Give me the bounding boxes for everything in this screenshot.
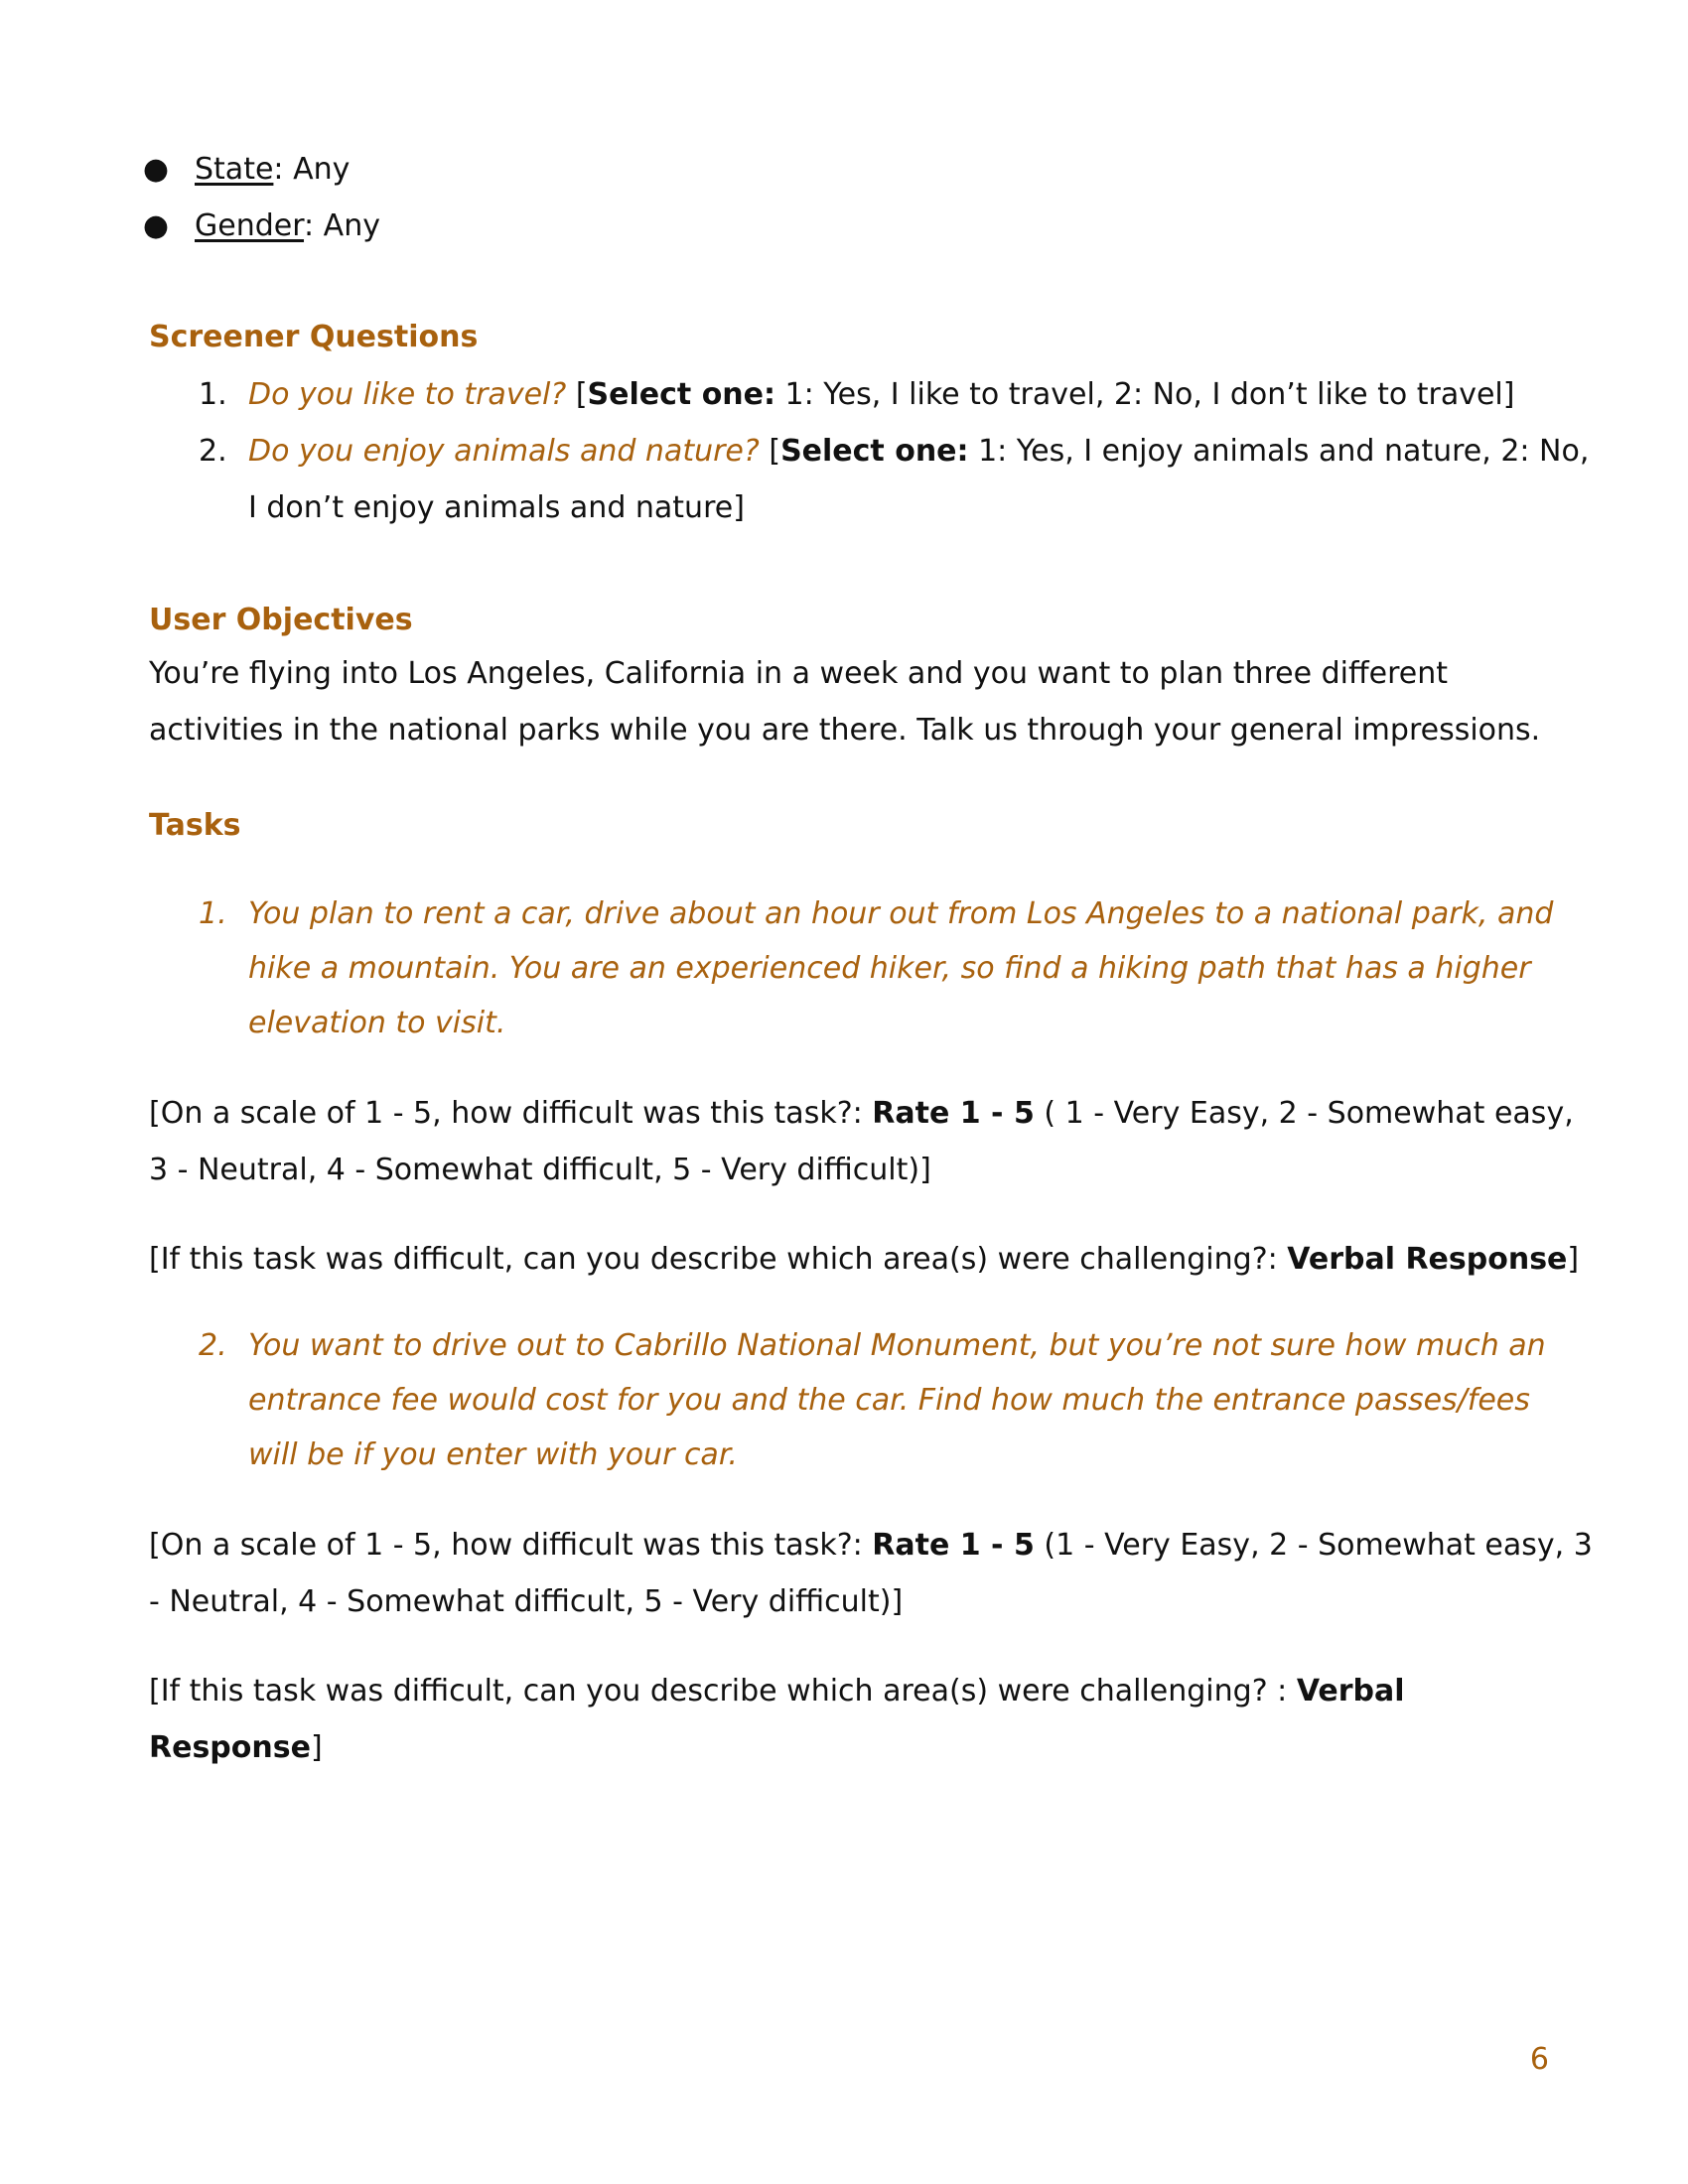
rating-scale-continued: 3 - Neutral, 4 - Somewhat difficult, 5 - Very difficult)] <box>149 1153 931 1187</box>
rating-scale-continued: - Neutral, 4 - Somewhat difficult, 5 - Very difficult)] <box>149 1584 904 1619</box>
response-label: Verbal <box>1296 1674 1405 1708</box>
task-1-followup: [If this task was difficult, can you describe which area(s) were challenging?: Verbal Response] <box>149 1242 1580 1277</box>
state-label: State <box>195 152 274 187</box>
gender-value: : Any <box>304 208 380 243</box>
list-marker: 1. <box>199 377 227 412</box>
task-1-line-1: You plan to rent a car, drive about an hour out from Los Angeles to a national park, and <box>248 896 1554 931</box>
gender-label: Gender <box>195 208 305 243</box>
task-2-rating: [On a scale of 1 - 5, how difficult was this task?: Rate 1 - 5 (1 - Very Easy, 2 - Somewhat easy, 3 - Neutral, 4 - Somewhat difficult, 5 - Very difficult)] <box>149 1517 1539 1630</box>
screener-question-1: 1. Do you like to travel? [Select one: 1: Yes, I like to travel, 2: No, I don’t like to travel] <box>248 366 1549 423</box>
objectives-section <box>149 601 1539 758</box>
response-label-continued: Response <box>149 1730 311 1765</box>
state-value: : Any <box>273 152 351 187</box>
task-1-rating: [On a scale of 1 - 5, how difficult was this task?: Rate 1 - 5 ( 1 - Very Easy, 2 - Somewhat easy, 3 - Neutral, 4 - Somewhat difficult, 5 - Very difficult)] <box>149 1085 1539 1198</box>
list-marker: 1. <box>199 896 227 931</box>
task-2 <box>199 1318 1549 1482</box>
criteria-state <box>142 141 351 198</box>
page-number: 6 <box>1529 2042 1549 2077</box>
bullet-icon: ● <box>142 152 170 187</box>
rating-label: Rate 1 - 5 <box>872 1528 1035 1563</box>
question-text: Do you enjoy animals and nature? <box>248 434 760 469</box>
task-1-line-2: hike a mountain. You are an experienced hiker, so find a hiking path that has a higher <box>248 951 1531 986</box>
bullet-icon: ● <box>142 208 170 243</box>
tasks-heading: Tasks <box>149 808 241 843</box>
objectives-text-line-2: activities in the national parks while you are there. Talk us through your general impressions. <box>149 713 1541 748</box>
instruction-label: Select one: <box>780 434 969 469</box>
question-text: Do you like to travel? <box>248 377 567 412</box>
tasks-heading-block <box>149 806 1539 846</box>
answer-options-continued: I don’t enjoy animals and nature] <box>248 490 745 525</box>
objectives-text-line-1: You’re flying into Los Angeles, California in a week and you want to plan three different <box>149 656 1449 691</box>
task-2-line-3: will be if you enter with your car. <box>248 1437 738 1472</box>
criteria-gender <box>142 198 380 254</box>
task-2-line-1: You want to drive out to Cabrillo National Monument, but you’re not sure how much an <box>248 1328 1546 1363</box>
answer-options: 1: Yes, I like to travel, 2: No, I don’t like to travel] <box>775 377 1515 412</box>
list-marker: 2. <box>199 434 227 469</box>
response-label: Verbal Response <box>1287 1242 1568 1277</box>
list-marker: 2. <box>199 1328 227 1363</box>
task-2-line-2: entrance fee would cost for you and the car. Find how much the entrance passes/fees <box>248 1383 1530 1418</box>
screener-question-2: 2. Do you enjoy animals and nature? [Select one: 1: Yes, I enjoy animals and nature, 2: No, I don’t enjoy animals and nature] <box>248 423 1549 536</box>
screener-heading: Screener Questions <box>149 320 479 354</box>
objectives-heading: User Objectives <box>149 603 413 637</box>
answer-options: 1: Yes, I enjoy animals and nature, 2: No, <box>968 434 1590 469</box>
instruction-label: Select one: <box>587 377 776 412</box>
task-1 <box>199 887 1554 1050</box>
rating-label: Rate 1 - 5 <box>872 1096 1035 1131</box>
screener-heading-block <box>149 318 1539 357</box>
task-1-line-3: elevation to visit. <box>248 1006 506 1040</box>
task-2-followup: [If this task was difficult, can you describe which area(s) were challenging? : Verbal Response] <box>149 1674 1405 1765</box>
